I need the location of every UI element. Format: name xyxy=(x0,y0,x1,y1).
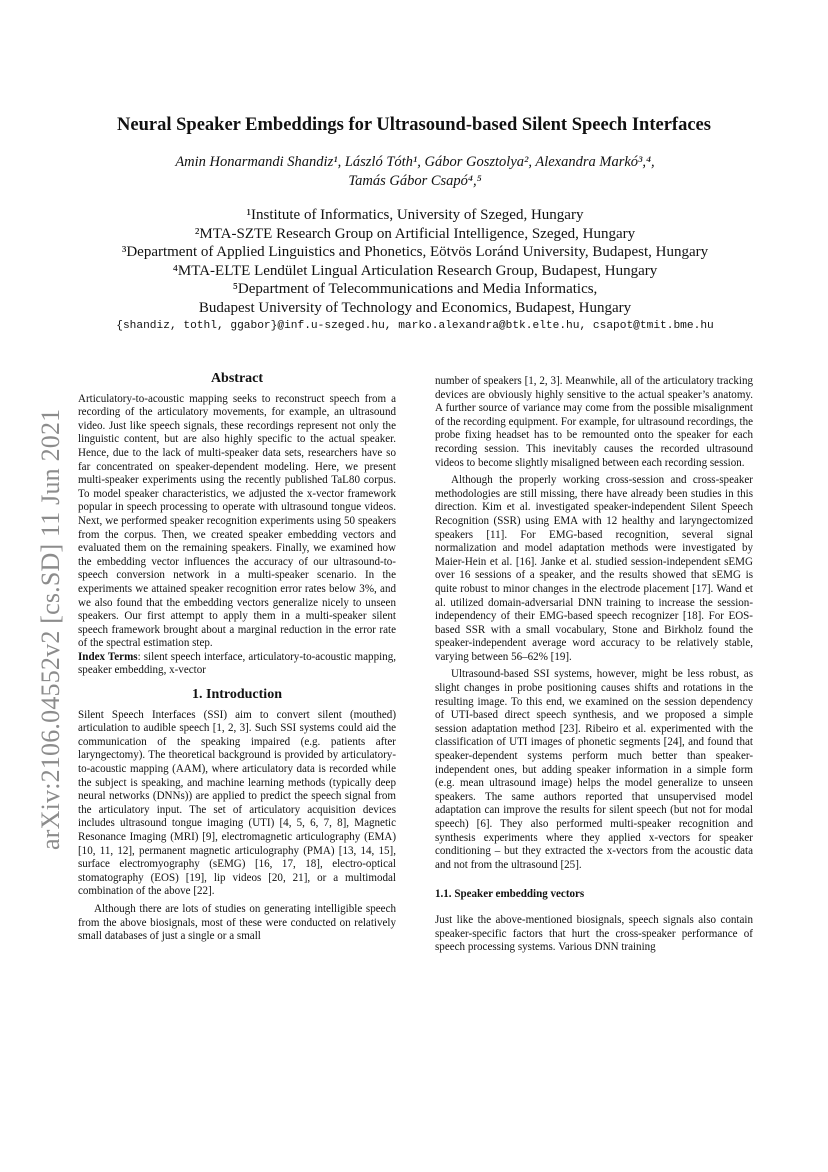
author-list xyxy=(80,153,750,191)
arxiv-sidebar xyxy=(18,330,65,850)
abstract-text: Articulatory-to-acoustic mapping seeks to reconstruct speech from a recording of the articulatory movements, for example, an ultrasound video. Just like speech signals, these recordings represent not only the linguistic content, but are also highly specific to the actual speaker. Hence, due to the lack of multi-speaker data sets, researchers have so far concentrated on speaker-dependent modeling. Here, we present multi-speaker experiments using the recently published TaL80 corpus. To model speaker characteristics, we adjusted the x-vector framework popular in speech processing to operate with ultrasound tongue videos. Next, we performed speaker recognition experiments using 50 speakers from the corpus. Then, we created speaker embedding vectors and evaluated them on the remaining speakers. Finally, we examined how the embedding vector influences the accuracy of our ultrasound-to-speech conversion network in a multi-speaker scenario. In the experiments we attained speaker recognition error rates below 3%, and we also found that the embedding vectors generalize nicely to unseen speakers. Our first attempt to apply them in a multi-speaker silent speech framework brought about a marginal reduction in the error rate of the spectral estimation step. xyxy=(78,392,396,650)
affiliation-3: ³Department of Applied Linguistics and Phonetics, Eötvös Loránd University, Budapest, Hungary xyxy=(121,244,709,261)
affiliation-5-cont: Budapest University of Technology and Economics, Budapest, Hungary xyxy=(198,299,632,316)
paper-title: Neural Speaker Embeddings for Ultrasound-based Silent Speech Interfaces xyxy=(117,115,711,135)
affiliation-list xyxy=(60,206,770,318)
index-terms-label: Index Terms xyxy=(78,650,138,663)
intro-heading: 1. Introduction xyxy=(192,687,282,703)
right-paragraph-3: Ultrasound-based SSI systems, however, might be less robust, as slight changes in probe positioning causes shifts and rotations in the resulting image. To this end, we examined on the session dependency of UTI-based direct speech synthesis, and we proposed a simple session adaptation method [23]. Ribeiro et al. experimented with the classification of UTI images of phonetic segments [24], and found that speaker-dependent systems perform much better than speaker-independent ones, but adding speaker information in a simple form (e.g. mean ultrasound image) helps the model generalize to unseen speakers. The same authors reported that unsupervised model adaptation can improve the results for silent speech (but not for modal speech) [6]. They also performed multi-speaker recognition and synthesis experiments where they applied x-vectors for speaker conditioning – but they extracted the x-vectors from the acoustic data and not from the ultrasound [25]. xyxy=(435,668,753,871)
right-column xyxy=(435,375,753,955)
intro-paragraph-1: Silent Speech Interfaces (SSI) aim to convert silent (mouthed) articulation to audible speech [1, 2, 3]. Such SSI systems could aid the communication of the speaking impaired (e.g. patients after laryngectomy). The theoretical background is provided by articulatory-to-acoustic mapping (AAM), where articulatory data is recorded while the subject is speaking, and machine learning methods (typically deep neural networks (DNNs)) are applied to predict the speech signal from the articulatory input. The set of articulatory acquisition devices includes ultrasound tongue imaging (UTI) [4, 5, 6, 7, 8], Magnetic Resonance Imaging (MRI) [9], electromagnetic articulography (EMA) [10, 11, 12], permanent magnetic articulography (PMA) [13, 14, 15], surface electromyography (sEMG) [16, 17, 18], electro-optical stomatography (EOS) [19], lip videos [20, 21], or a multimodal combination of the above [22]. xyxy=(78,708,396,898)
abstract-heading: Abstract xyxy=(210,371,264,386)
author-emails: {shandiz, tothl, ggabor}@inf.u-szeged.hu, marko.alexandra@btk.elte.hu, csapot@tmit.bme.hu xyxy=(116,320,714,332)
subsection-heading: 1.1. Speaker embedding vectors xyxy=(435,888,585,901)
affiliation-5: ⁵Department of Telecommunications and Media Informatics, xyxy=(232,281,598,298)
author-line-2: Tamás Gábor Csapó⁴,⁵ xyxy=(348,173,482,189)
affiliation-4: ⁴MTA-ELTE Lendület Lingual Articulation Research Group, Budapest, Hungary xyxy=(172,262,658,279)
right-paragraph-4: Just like the above-mentioned biosignals, speech signals also contain speaker-specific factors that hurt the cross-speaker performance of speech processing systems. Various DNN training xyxy=(435,913,753,954)
intro-paragraph-2: Although there are lots of studies on generating intelligible speech from the above biosignals, most of these were conducted on relatively small databases of just a single or a small xyxy=(78,902,396,943)
right-paragraph-2: Although the properly working cross-session and cross-speaker methodologies are still missing, there have already been studies in this direction. Kim et al. investigated speaker-independent Silent Speech Recognition (SSR) using EMA with 12 healthy and laryngectomized speakers [11]. For EMG-based recognition, several signal normalization and model adaptation methods were investigated by Maier-Hein et al. [16]. Janke et al. studied session-independent sEMG over 16 sessions of a speaker, and the results showed that sEMG is quite robust to minor changes in the electrode placement [17]. Wand et al. utilized domain-adversarial DNN training to increase the session-independency of their EMG-based speech recognizer [18]. For EOS-based SSR with a small vocabulary, Stone and Birkholz found the speaker-independent average word accuracy to be relatively stable, varying between 56–62% [19]. xyxy=(435,474,753,663)
affiliation-2: ²MTA-SZTE Research Group on Artificial Intelligence, Szeged, Hungary xyxy=(194,225,636,242)
index-terms-text: : silent speech interface, articulatory-to-acoustic mapping, speaker embedding, x-vector xyxy=(78,650,396,677)
left-column xyxy=(78,372,396,944)
affiliation-1: ¹Institute of Informatics, University of Szeged, Hungary xyxy=(246,207,584,223)
index-terms xyxy=(78,651,396,678)
arxiv-identifier: arXiv:2106.04552v2 [cs.SD] 11 Jun 2021 xyxy=(36,408,65,850)
author-line-1: Amin Honarmandi Shandiz¹, László Tóth¹, Gábor Gosztolya², Alexandra Markó³,⁴, xyxy=(175,154,655,170)
right-paragraph-1: number of speakers [1, 2, 3]. Meanwhile, all of the articulatory tracking devices are obviously highly sensitive to the actual speaker’s anatomy. A further source of variance may come from the possible misalignment of the recording equipment. For example, for ultrasound recordings, the probe fixing headset has to be remounted onto the speaker for each recording session. This inevitably causes the recorded ultrasound videos to become slightly misaligned between each recording session. xyxy=(435,375,753,469)
